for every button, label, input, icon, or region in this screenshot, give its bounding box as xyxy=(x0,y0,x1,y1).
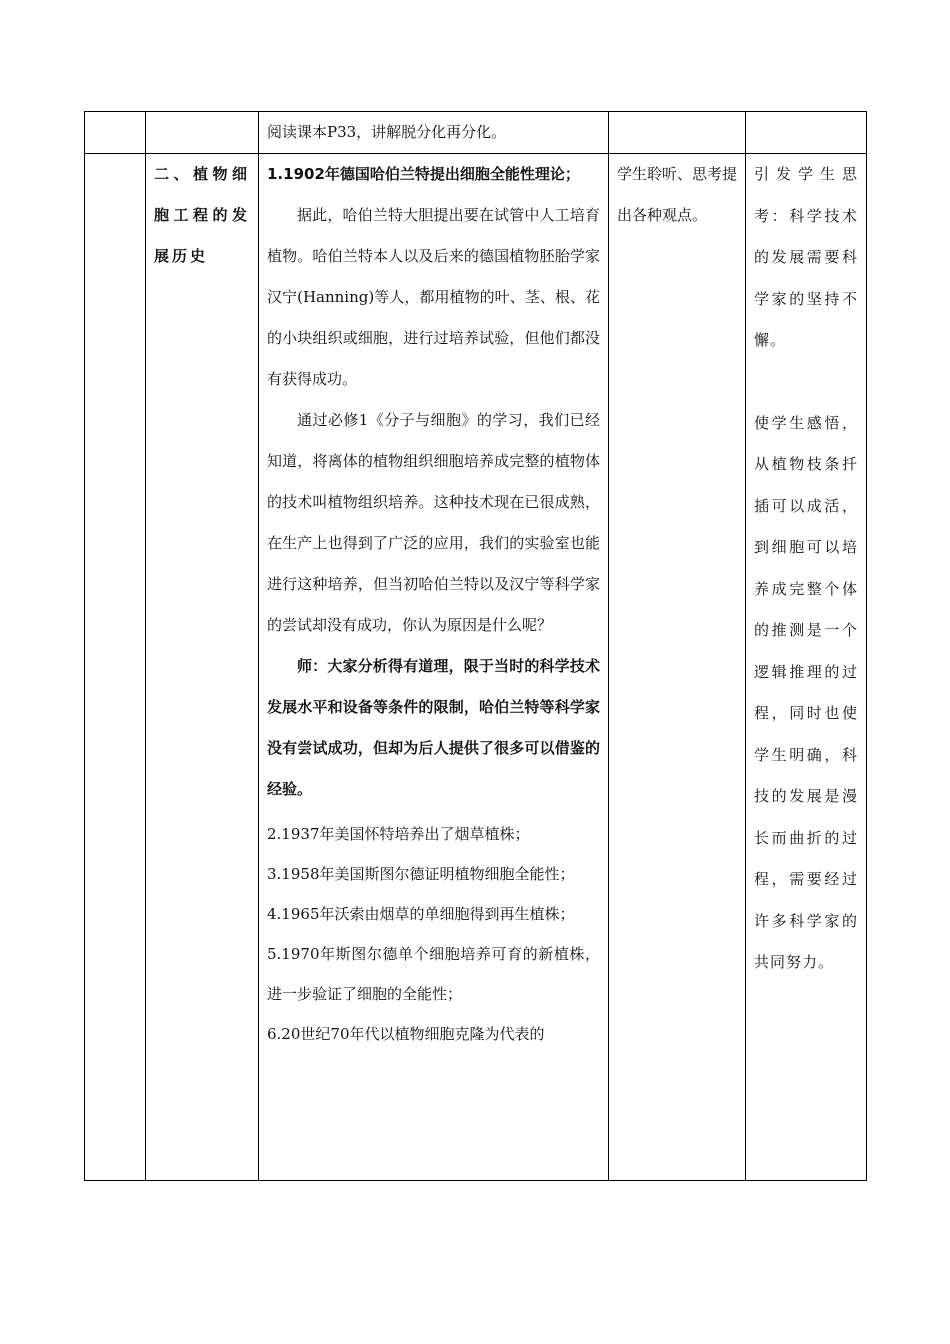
lesson-plan-table xyxy=(84,111,867,1181)
teacher-summary: 师：大家分析得有道理，限于当时的科学技术发展水平和设备等条件的限制，哈伯兰特等科学家没有尝试成功，但却为后人提供了很多可以借鉴的经验。 xyxy=(267,657,600,798)
content-cell xyxy=(259,154,609,1181)
design-intent-text: 使学生感悟，从植物枝条扦插可以成活，到细胞可以培养成完整个体的推测是一个逻辑推理的过程，同时也使学生明确，科技的发展是漫长而曲折的过程，需要经过许多科学家的共同努力。 xyxy=(754,413,858,971)
paragraph: 通过必修1《分子与细胞》的学习，我们已经知道，将离体的植物组织细胞培养成完整的植物体的技术叫植物组织培养。这种技术现在已很成熟，在生产上也得到了广泛的应用，我们的实验室也能进行这种培养，但当初哈伯兰特以及汉宁等科学家的尝试却没有成功，你认为原因是什么呢？ xyxy=(267,411,600,634)
history-item: 4.1965年沃索由烟草的单细胞得到再生植株； xyxy=(267,905,575,923)
student-activity xyxy=(609,154,746,1181)
stage-title: 二、植物细胞工程的发展历史 xyxy=(146,154,259,1181)
paragraph: 据此，哈伯兰特大胆提出要在试管中人工培育植物。哈伯兰特本人以及后来的德国植物胚胎学家汉宁(Hanning)等人，都用植物的叶、茎、根、花的小块组织或细胞，进行过培养试验，但他们都没有获得成功。 xyxy=(267,206,600,388)
student-activity-text: 学生聆听、思考提出各种观点。 xyxy=(617,165,738,224)
table-cell-blank xyxy=(85,112,146,154)
table-row xyxy=(85,154,867,1181)
table-row xyxy=(85,112,867,154)
table-cell-blank xyxy=(85,154,146,1181)
reading-instruction: 阅读课本P33，讲解脱分化再分化。 xyxy=(259,112,609,154)
history-item: 6.20世纪70年代以植物细胞克隆为代表的 xyxy=(267,1025,545,1043)
design-intent xyxy=(746,154,867,1181)
table-cell-blank xyxy=(609,112,746,154)
history-item: 3.1958年美国斯图尔德证明植物细胞全能性； xyxy=(267,865,575,883)
table-cell-blank xyxy=(746,112,867,154)
table-cell-blank xyxy=(146,112,259,154)
history-item: 5.1970年斯图尔德单个细胞培养可育的新植株，进一步验证了细胞的全能性； xyxy=(267,945,600,1003)
design-intent-text: 引发学生思考：科学技术的发展需要科学家的坚持不懈。 xyxy=(754,165,858,349)
history-item: 2.1937年美国怀特培养出了烟草植株； xyxy=(267,825,530,843)
history-heading: 1.1902年德国哈伯兰特提出细胞全能性理论； xyxy=(267,165,580,183)
